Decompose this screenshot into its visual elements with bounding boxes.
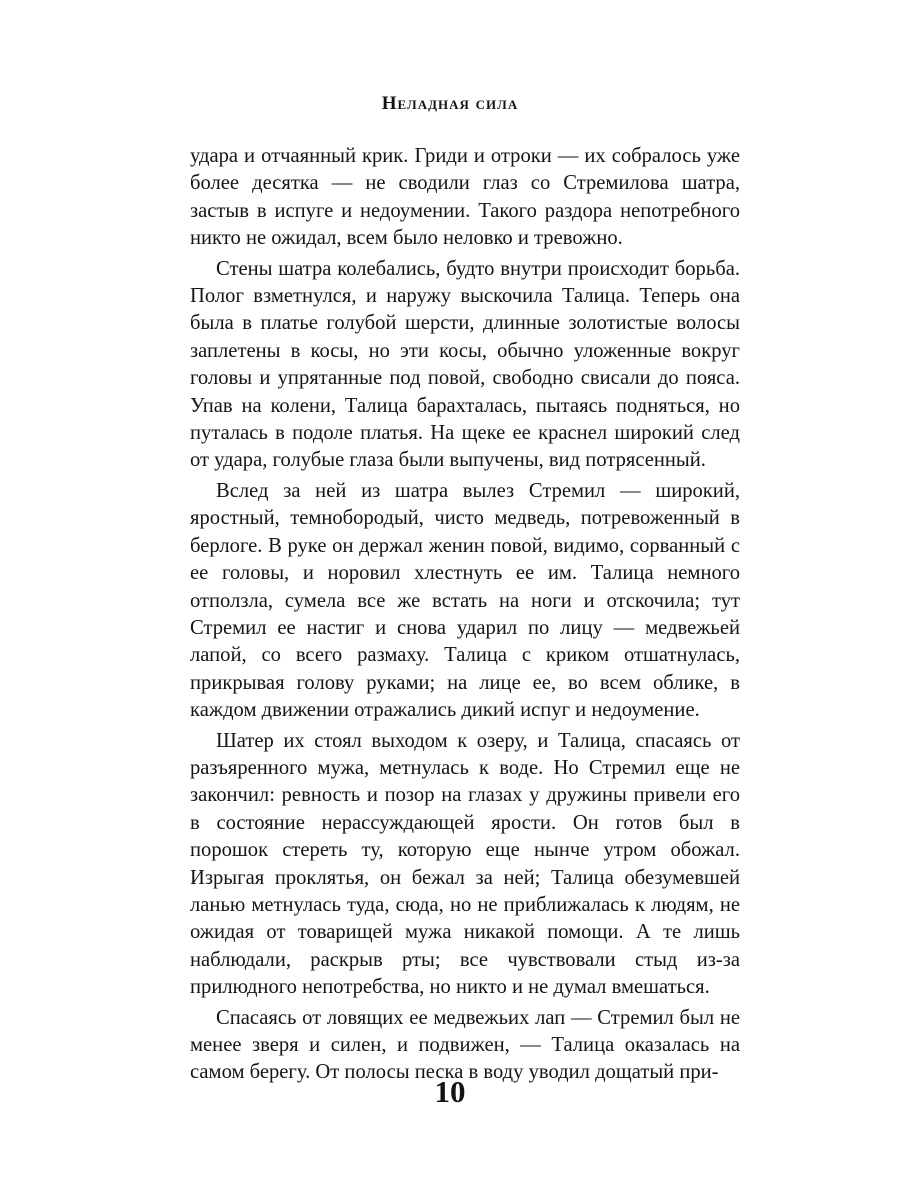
paragraph-2: Стены шатра колебались, будто внутри происходит борьба. Полог взметнулся, и наружу выскочила Талица. Теперь она была в платье голубой шерсти, длинные золотистые волосы заплетены в косы, но эти косы, обычно уложенные вокруг головы и упрятанные под повой, свободно свисали до пояса. Упав на колени, Талица барахталась, пытаясь подняться, но путалась в подоле платья. На щеке ее краснел широкий след от удара, голубые глаза были выпучены, вид потрясенный. [190, 257, 740, 472]
paragraph-5: Спасаясь от ловящих ее медвежьих лап — Стремил был не менее зверя и силен, и подвижен, — Талица оказалась на самом берегу. От полосы песка в воду уводил дощатый при- [190, 1006, 740, 1084]
paragraph-1: удара и отчаянный крик. Гриди и отроки — их собралось уже более десятка — не сводили глаз со Стремилова шатра, застыв в испуге и недоумении. Такого раздора непотребного никто не ожидал, всем было неловко и тревожно. [190, 145, 740, 250]
running-head-title: Неладная сила [381, 93, 519, 114]
body-text [190, 143, 740, 1087]
paragraph-4: Шатер их стоял выходом к озеру, и Талица, спасаясь от разъяренного мужа, метнулась к воде. Но Стремил еще не закончил: ревность и позор на глазах у дружины привели его в состояние нерассуждающей ярости. Он готов был в порошок стереть ту, которую еще нынче утром обожал. Изрыгая проклятья, он бежал за ней; Талица обезумевшей ланью метнулась туда, сюда, но не приближалась к людям, не ожидая от товарищей мужа никакой помощи. А те лишь наблюдали, раскрыв рты; все чувствовали стыд из-за прилюдного непотребства, но никто и не думал вмешаться. [190, 729, 740, 999]
paragraph-3: Вслед за ней из шатра вылез Стремил — широкий, яростный, темнобородый, чисто медведь, потревоженный в берлоге. В руке он держал женин повой, видимо, сорванный с ее головы, и норовил хлестнуть ее им. Талица немного отползла, сумела все же встать на ноги и отскочила; тут Стремил ее настиг и снова ударил по лицу — медвежьей лапой, со всего размаху. Талица с криком отшатнулась, прикрывая голову руками; на лице ее, во всем облике, в каждом движении отражались дикий испуг и недоумение. [190, 479, 740, 722]
page-number: 10 [434, 1074, 466, 1109]
